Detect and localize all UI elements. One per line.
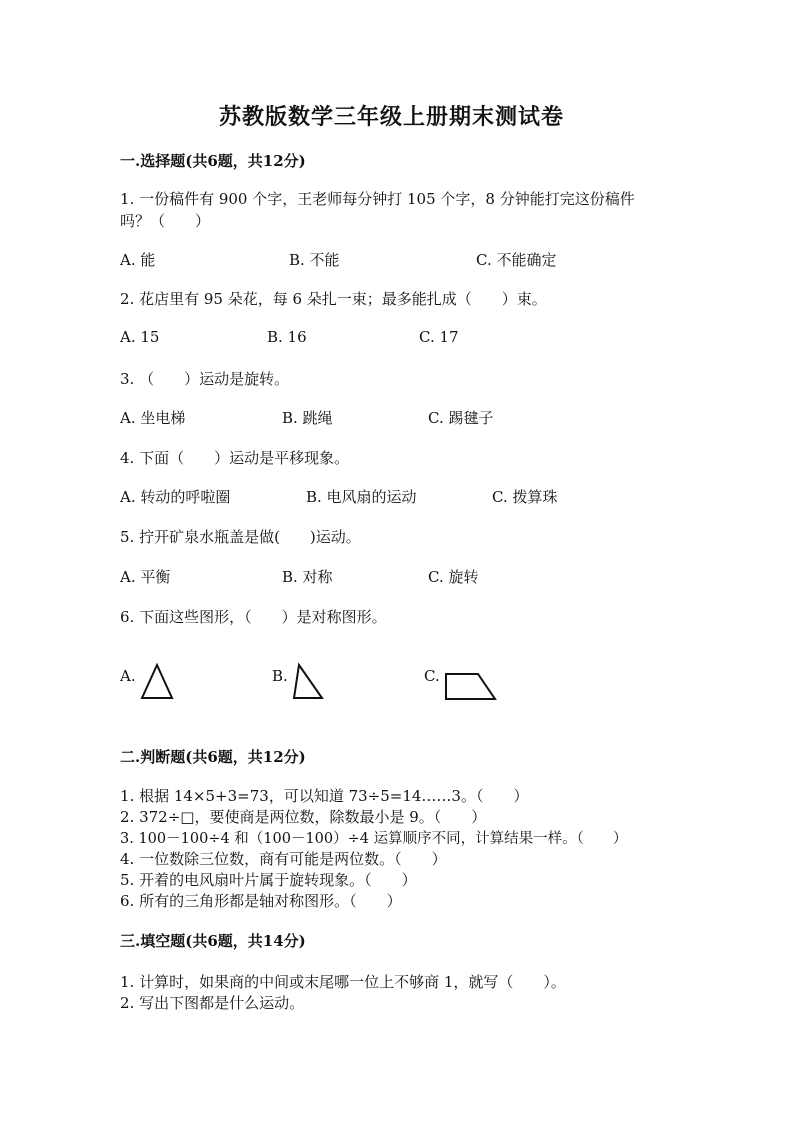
q4-option-c[interactable]: C. 拨算珠 — [492, 488, 558, 506]
q6-option-b[interactable]: B. — [272, 667, 288, 685]
question-6-text: 6. 下面这些图形，（ ）是对称图形。 — [120, 608, 387, 626]
q3-option-c[interactable]: C. 踢毽子 — [428, 409, 494, 427]
q6-option-a[interactable]: A. — [120, 667, 136, 685]
fill-item-1: 1. 计算时，如果商的中间或末尾哪一位上不够商 1，就写（ ）。 — [120, 973, 566, 991]
q3-option-b[interactable]: B. 跳绳 — [282, 409, 333, 427]
question-1-text: 1. 一份稿件有 900 个字，王老师每分钟打 105 个字，8 分钟能打完这份稿件 — [120, 190, 635, 208]
section-heading-choice: 一.选择题(共6题，共12分) — [120, 152, 306, 170]
q2-option-b[interactable]: B. 16 — [267, 328, 307, 346]
question-1-text-cont: 吗？（ ） — [120, 212, 211, 230]
q5-option-a[interactable]: A. 平衡 — [120, 568, 171, 586]
fill-item-2: 2. 写出下图都是什么运动。 — [120, 994, 305, 1012]
right-trapezoid-icon — [440, 672, 498, 702]
question-4-text: 4. 下面（ ）运动是平移现象。 — [120, 449, 350, 467]
q6-option-c[interactable]: C. — [424, 667, 440, 685]
question-3-text: 3. （ ）运动是旋转。 — [120, 370, 290, 388]
judgement-item-5: 5. 开着的电风扇叶片属于旋转现象。（ ） — [120, 871, 417, 889]
q1-option-c[interactable]: C. 不能确定 — [476, 251, 557, 269]
question-5-text: 5. 拧开矿泉水瓶盖是做( )运动。 — [120, 528, 361, 546]
judgement-item-6: 6. 所有的三角形都是轴对称图形。（ ） — [120, 892, 402, 910]
judgement-item-2: 2. 372÷□，要使商是两位数，除数最小是 9。（ ） — [120, 808, 487, 826]
q1-option-b[interactable]: B. 不能 — [289, 251, 340, 269]
judgement-item-1: 1. 根据 14×5+3=73，可以知道 73÷5=14……3。（ ） — [120, 787, 529, 805]
section-heading-judgement: 二.判断题(共6题，共12分) — [120, 748, 306, 766]
q3-option-a[interactable]: A. 坐电梯 — [120, 409, 186, 427]
scalene-triangle-icon — [292, 664, 324, 700]
q5-option-c[interactable]: C. 旋转 — [428, 568, 479, 586]
judgement-item-4: 4. 一位数除三位数，商有可能是两位数。（ ） — [120, 850, 447, 868]
q2-option-a[interactable]: A. 15 — [120, 328, 160, 346]
q5-option-b[interactable]: B. 对称 — [282, 568, 333, 586]
section-heading-fill-blank: 三.填空题(共6题，共14分) — [120, 932, 306, 950]
q4-option-b[interactable]: B. 电风扇的运动 — [306, 488, 417, 506]
isosceles-triangle-icon — [140, 664, 174, 700]
q1-option-a[interactable]: A. 能 — [120, 251, 156, 269]
q4-option-a[interactable]: A. 转动的呼啦圈 — [120, 488, 231, 506]
page-title: 苏教版数学三年级上册期末测试卷 — [219, 104, 565, 130]
q2-option-c[interactable]: C. 17 — [419, 328, 459, 346]
judgement-item-3: 3. 100－100÷4 和（100－100）÷4 运算顺序不同，计算结果一样。（ ） — [120, 831, 628, 847]
question-2-text: 2. 花店里有 95 朵花，每 6 朵扎一束；最多能扎成（ ）束。 — [120, 290, 547, 308]
